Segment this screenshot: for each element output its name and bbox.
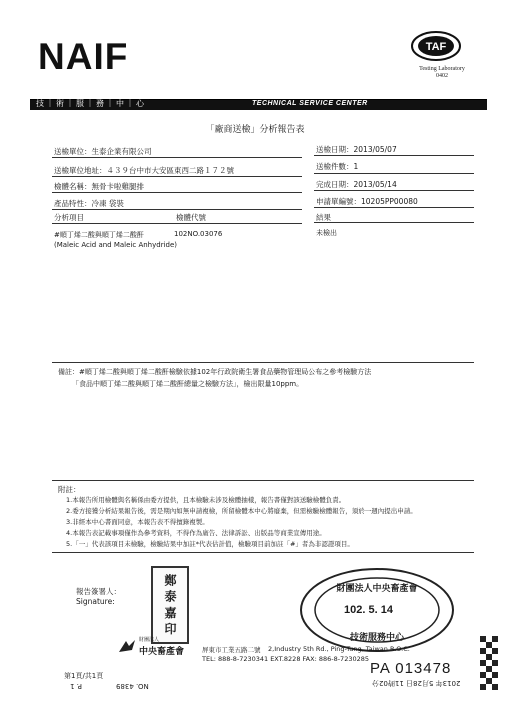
divider bbox=[314, 173, 474, 174]
complete-field: 完成日期：2013/05/14 bbox=[316, 180, 397, 189]
remark-line-2: 「食品中順丁烯二酸與順丁烯二酸酐總量之檢驗方法」，檢出限量10ppm。 bbox=[72, 380, 304, 388]
print-timestamp: 2013年 5月28日 11時02分 bbox=[372, 679, 461, 687]
divider bbox=[52, 223, 302, 224]
divider bbox=[52, 176, 302, 177]
divider bbox=[314, 207, 474, 208]
signature-label: 報告簽署人： bbox=[76, 587, 121, 596]
count-field: 送檢件數：1 bbox=[316, 162, 359, 171]
divider bbox=[314, 155, 474, 156]
naif-logo: NAIF bbox=[38, 36, 129, 77]
doc-no-small: NO. 4389 bbox=[116, 682, 149, 690]
report-title: 「廠商送檢」分析報告表 bbox=[205, 125, 305, 135]
org-emblem-icon bbox=[116, 636, 138, 658]
stamp-date: 102. 5. 14 bbox=[344, 604, 393, 616]
stamp-bottom-text: 技術服務中心 bbox=[349, 633, 405, 643]
client-field: 送檢單位：生泰企業有限公司 bbox=[54, 147, 152, 156]
page-number: 第1頁/共1頁 bbox=[64, 672, 104, 680]
note-1: 1.本報告所用檢體與名稱係由委方提供，且本檢驗未涉及檢體抽樣，報告書僅對該送驗檢體負責。 bbox=[66, 496, 346, 504]
note-4: 4.本報告表記載事項僅作為參考資料，不得作為廣告、法律訴訟、出版品等商業宣傳用途。 bbox=[66, 529, 326, 537]
taf-caption-line: Testing Laboratory bbox=[419, 66, 465, 72]
page-number-en: P. 1 bbox=[70, 682, 83, 690]
divider bbox=[314, 190, 474, 191]
note-5: 5.「一」代表該項目未檢驗，檢驗結果中加註*代表估計值，檢驗項目前加註「#」者為非認證項目。 bbox=[66, 540, 354, 548]
divider bbox=[52, 552, 474, 553]
org-name: 中央畜產會 bbox=[139, 647, 185, 657]
signature-label-en: Signature: bbox=[76, 597, 115, 606]
remark-line-1: 備註：#順丁烯二酸與順丁烯二酸酐檢驗依據102年行政院衛生署食品藥物管理局公布之參考檢驗方法 bbox=[58, 368, 372, 376]
taf-caption bbox=[412, 66, 472, 80]
divider bbox=[52, 157, 302, 158]
taf-logo-text: TAF bbox=[425, 41, 447, 53]
stamp-ring-text: 財團法人中央畜產會 bbox=[336, 584, 418, 594]
signature-seal bbox=[151, 566, 189, 644]
col-code-header: 檢體代號 bbox=[176, 213, 206, 222]
apply-field: 申請單編號：10205PP00080 bbox=[316, 197, 418, 206]
doc-serial: PA 013478 bbox=[370, 660, 452, 677]
divider bbox=[52, 480, 474, 481]
date-field: 送檢日期：2013/05/07 bbox=[316, 145, 397, 154]
sample-field: 檢體名稱：無骨卡啦雞腿排 bbox=[54, 182, 144, 191]
footer-address-zh: 屏東市工業五路二號 bbox=[202, 646, 261, 654]
col-result-header: 結果 bbox=[316, 213, 331, 222]
banner-left-text: 技｜術｜服｜務｜中｜心 bbox=[36, 99, 146, 108]
address-field: 送檢單位地址：４３９台中市大安區東西二路１７２號 bbox=[54, 166, 234, 175]
divider bbox=[314, 222, 474, 223]
checker-mark-icon bbox=[480, 636, 498, 692]
result-value: 未檢出 bbox=[316, 229, 337, 237]
sample-code: 102NO.03076 bbox=[174, 230, 223, 238]
org-small: 財團法人 bbox=[139, 637, 160, 643]
analysis-item-en: (Maleic Acid and Maleic Anhydride) bbox=[54, 241, 178, 249]
divider bbox=[52, 192, 302, 193]
col-item-header: 分析項目 bbox=[54, 213, 84, 222]
property-field: 產品特性：冷凍 袋裝 bbox=[54, 199, 124, 208]
note-2: 2.委方接獲分析結果報告後，需是期內如無申請複檢，所留檢體本中心將廢棄，但需檢驗檢體報告，須於一週內提出申請。 bbox=[66, 507, 417, 515]
note-3: 3.非經本中心書面同意，本報告表不得擅錄複製。 bbox=[66, 518, 209, 526]
divider bbox=[52, 362, 474, 363]
seal-text: 鄭 泰 嘉 印 bbox=[163, 574, 177, 635]
notes-heading: 附註： bbox=[58, 485, 81, 494]
footer-address-en: 2,Industry 5th Rd., Ping-Tung, Taiwan R.O.C. bbox=[268, 645, 410, 653]
taf-number: 0402 bbox=[436, 73, 448, 79]
divider bbox=[52, 209, 302, 210]
banner-right-text: TECHNICAL SERVICE CENTER bbox=[252, 100, 368, 107]
analysis-item: #順丁烯二酸與順丁烯二酸酐 bbox=[54, 231, 144, 239]
taf-logo-icon bbox=[410, 28, 462, 64]
footer-tel: TEL: 888-8-7230341 EXT.8228 FAX: 886-8-7230285 bbox=[202, 655, 370, 663]
